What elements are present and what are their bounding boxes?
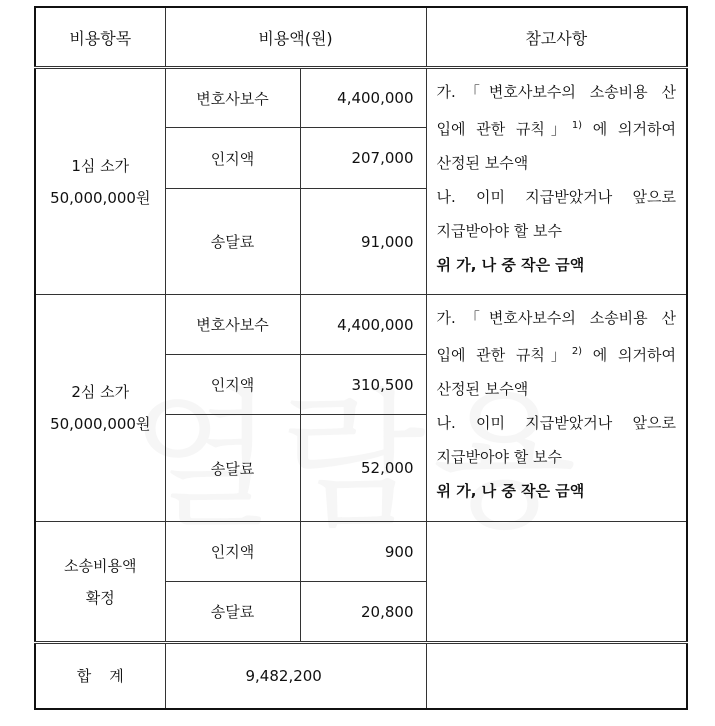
item-name: 송달료 xyxy=(165,189,300,295)
note-line: 산정된 보수액 xyxy=(436,380,529,398)
group-label-line: 확정 xyxy=(85,588,115,607)
note-line: 가.「변호사보수의 소송비용 산 xyxy=(436,309,676,327)
item-amount: 91,000 xyxy=(300,189,426,295)
group-label-line: 50,000,000원 xyxy=(50,415,151,433)
note-line: 나. 이미 지급받았거나 앞으로 xyxy=(436,188,676,206)
note-line xyxy=(437,335,677,372)
group-label-line: 50,000,000원 xyxy=(50,188,151,207)
item-name: 인지액 xyxy=(165,128,300,189)
total-label: 합계 xyxy=(35,643,165,709)
header-item: 비용항목 xyxy=(35,7,165,68)
item-amount: 900 xyxy=(300,522,426,582)
note-line: 산정된 보수액 xyxy=(436,154,529,172)
note-cell-empty xyxy=(426,522,687,643)
item-name: 변호사보수 xyxy=(165,295,300,355)
group-label-line: 소송비용액 xyxy=(64,556,137,575)
item-amount: 310,500 xyxy=(300,355,426,415)
note-line-emphasis: 위 가, 나 중 작은 금액 xyxy=(436,482,585,500)
group-label-second-instance xyxy=(35,295,165,522)
item-name: 송달료 xyxy=(165,415,300,522)
group-label-line: 2심 소가 xyxy=(71,383,130,401)
item-name: 송달료 xyxy=(165,582,300,643)
note-line: 나. 이미 지급받았거나 앞으로 xyxy=(436,414,676,432)
header-row xyxy=(35,7,687,68)
total-note-empty xyxy=(426,643,687,709)
note-text: 에 의거하여 xyxy=(582,346,676,364)
item-name: 변호사보수 xyxy=(165,68,300,128)
item-name: 인지액 xyxy=(165,522,300,582)
item-amount: 20,800 xyxy=(300,582,426,643)
note-line-emphasis: 위 가, 나 중 작은 금액 xyxy=(436,256,585,274)
footnote-mark: 2) xyxy=(571,346,583,357)
header-note: 참고사항 xyxy=(426,7,687,68)
footnote-mark: 1) xyxy=(571,120,583,131)
note-text: 에 의거하여 xyxy=(582,120,676,138)
table-row xyxy=(35,68,687,128)
group-label-cost-confirmation xyxy=(35,522,165,643)
header-amount: 비용액(원) xyxy=(165,7,426,68)
note-text: 입에 관한 규칙」 xyxy=(436,120,572,138)
item-amount: 52,000 xyxy=(300,415,426,522)
note-line: 지급받아야 할 보수 xyxy=(436,448,562,466)
group-label-first-instance xyxy=(35,68,165,295)
table-row xyxy=(35,522,687,582)
litigation-cost-table xyxy=(34,6,688,710)
note-line: 지급받아야 할 보수 xyxy=(436,222,562,240)
item-name: 인지액 xyxy=(165,355,300,415)
total-value: 9,482,200 xyxy=(165,643,426,709)
item-amount: 207,000 xyxy=(300,128,426,189)
note-line xyxy=(437,109,677,146)
total-row xyxy=(35,643,687,709)
note-cell xyxy=(426,295,687,522)
note-line: 가.「변호사보수의 소송비용 산 xyxy=(436,83,676,101)
item-amount: 4,400,000 xyxy=(300,68,426,128)
item-amount: 4,400,000 xyxy=(300,295,426,355)
note-cell xyxy=(426,68,687,295)
table-row xyxy=(35,295,687,355)
group-label-line: 1심 소가 xyxy=(71,156,130,175)
note-text: 입에 관한 규칙」 xyxy=(436,346,572,364)
